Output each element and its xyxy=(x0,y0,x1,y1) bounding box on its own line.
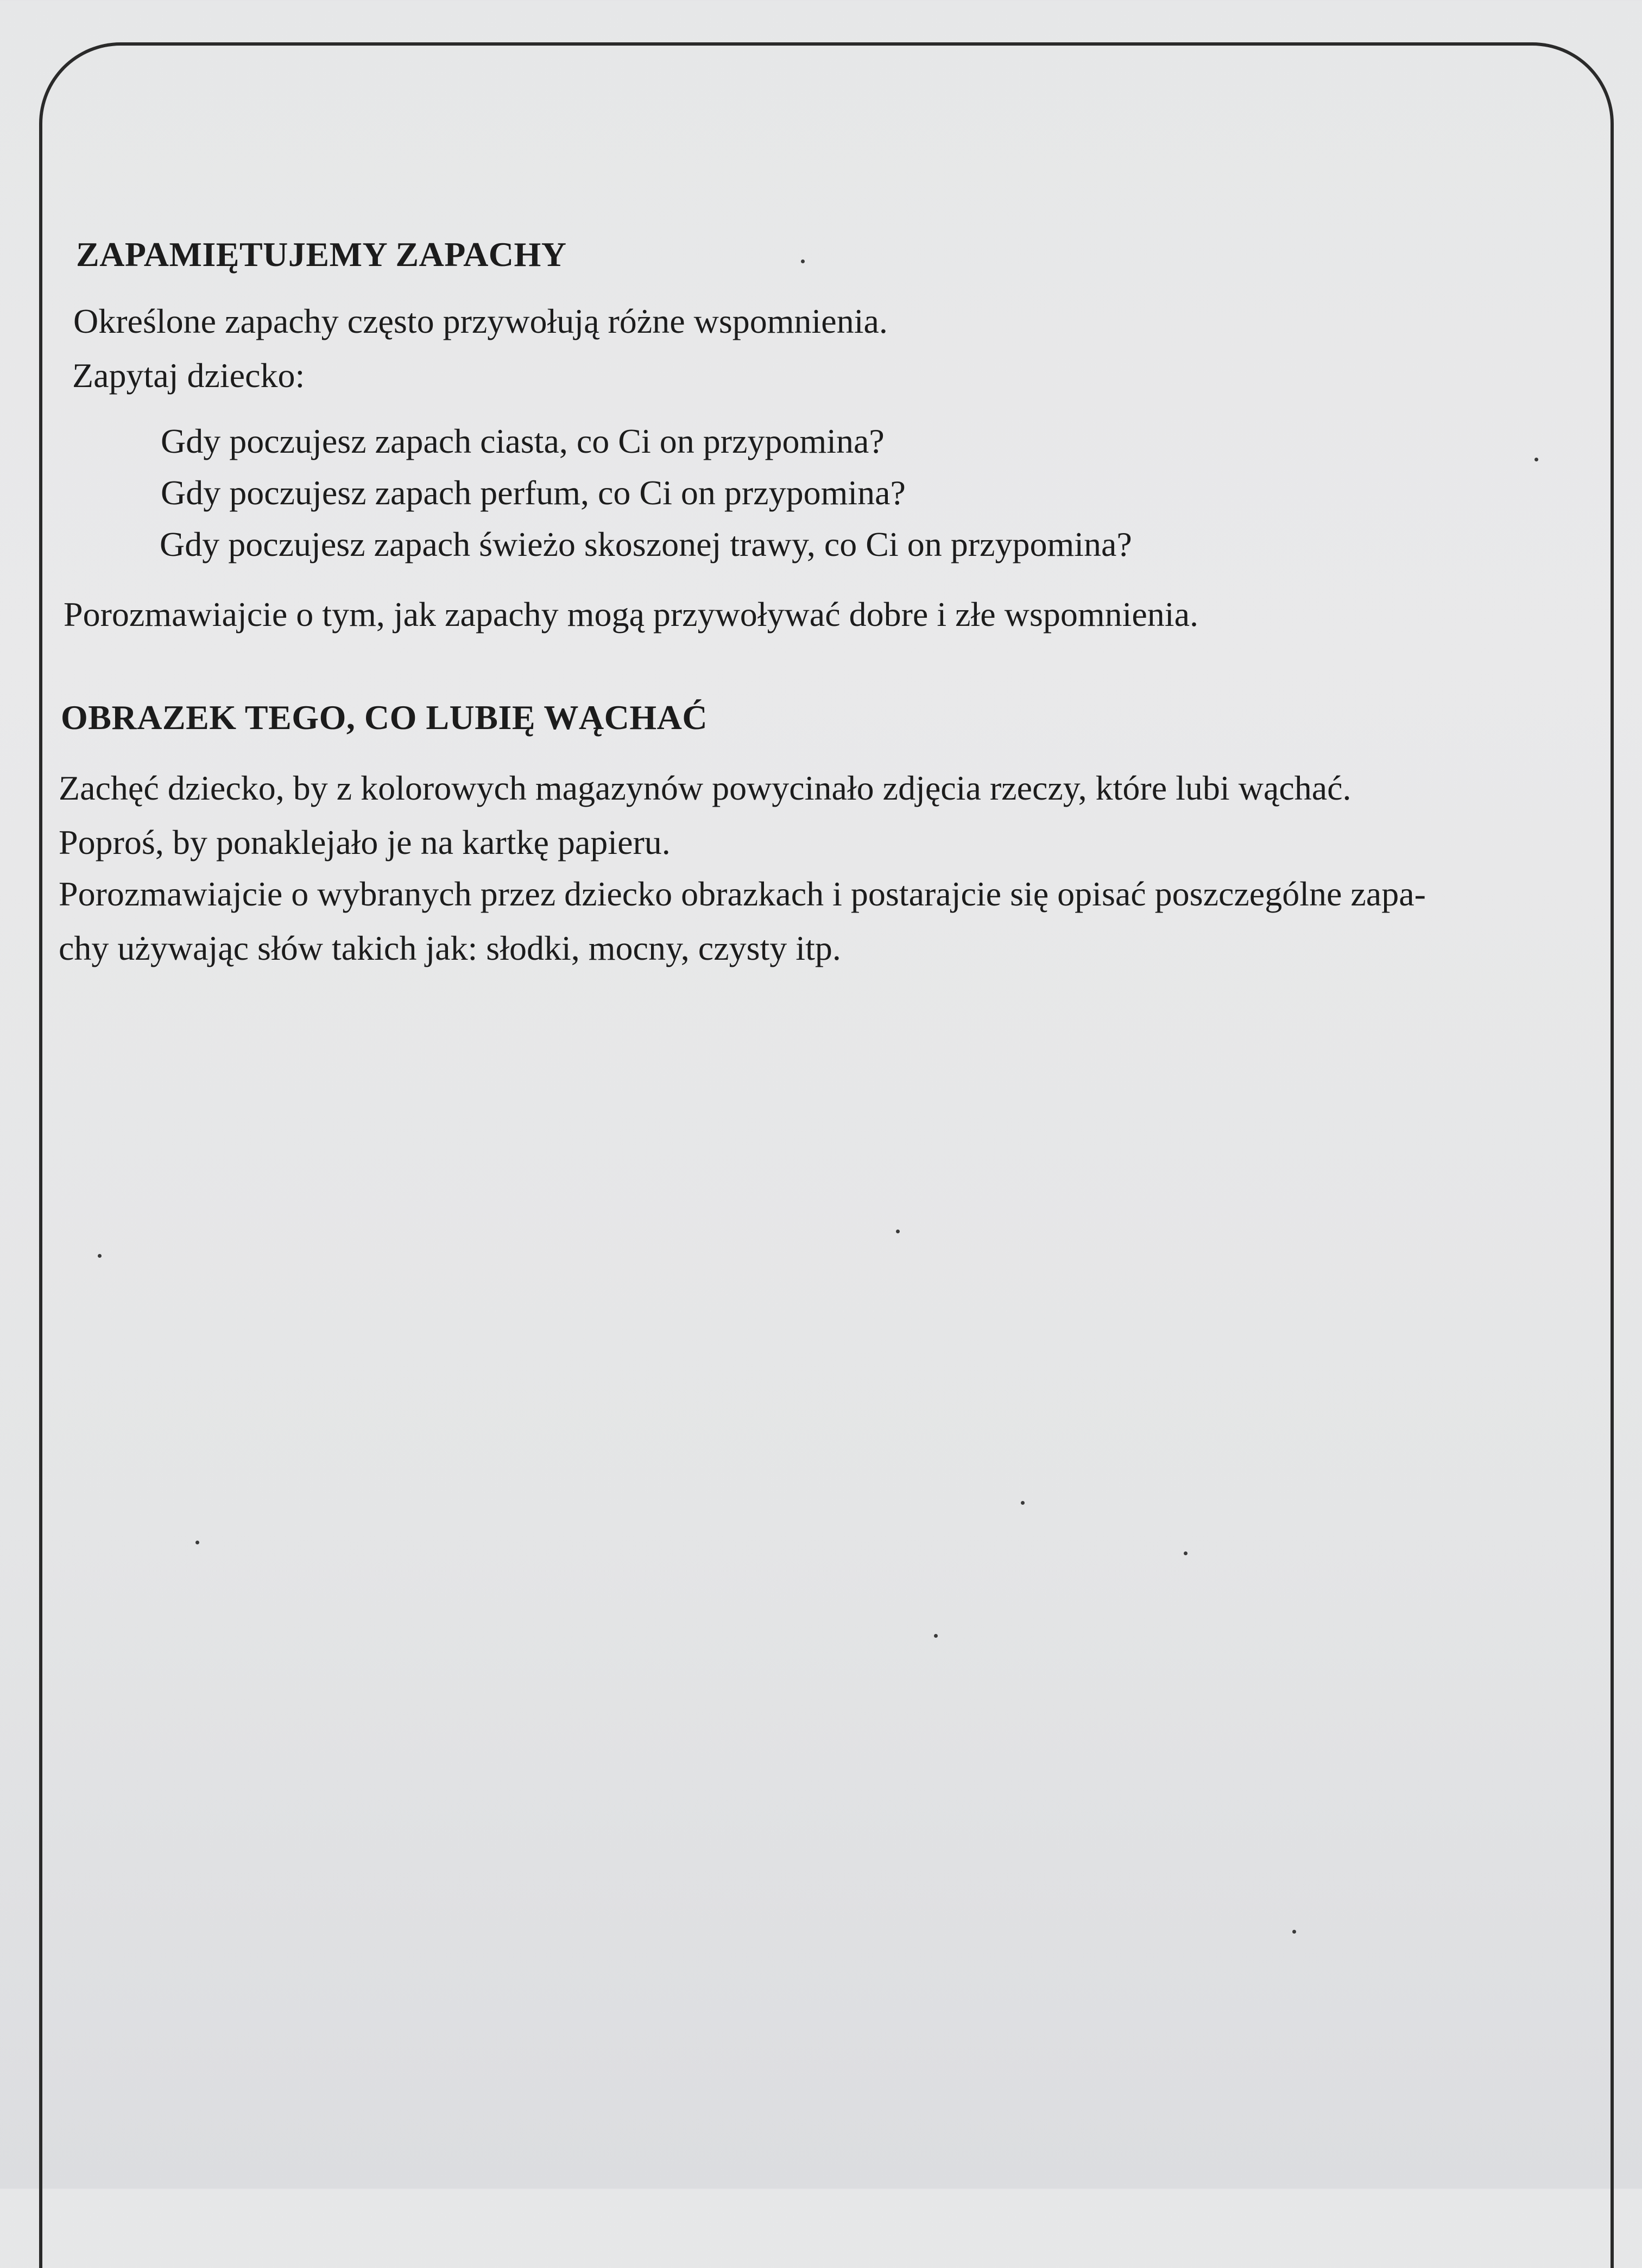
question-item: Gdy poczujesz zapach ciasta, co Ci on przypomina? xyxy=(161,422,885,460)
section2-line: Zachęć dziecko, by z kolorowych magazynów powycinało zdjęcia rzeczy, które lubi wąchać. xyxy=(59,769,1352,807)
section2-line: Poproś, by ponaklejało je na kartkę papieru. xyxy=(59,823,671,861)
paper-speck xyxy=(195,1541,199,1544)
paper-speck xyxy=(1534,458,1538,461)
question-item: Gdy poczujesz zapach świeżo skoszonej trawy, co Ci on przypomina? xyxy=(160,525,1132,563)
paper-speck xyxy=(934,1634,938,1638)
paper-speck xyxy=(1292,1930,1296,1934)
section1-prompt: Zapytaj dziecko: xyxy=(72,356,305,395)
question-item: Gdy poczujesz zapach perfum, co Ci on przypomina? xyxy=(161,473,906,512)
section2-line: chy używając słów takich jak: słodki, mocny, czysty itp. xyxy=(59,929,841,967)
section1-closing: Porozmawiajcie o tym, jak zapachy mogą przywoływać dobre i złe wspomnienia. xyxy=(64,595,1198,633)
paper-speck xyxy=(1021,1501,1025,1505)
paper-speck xyxy=(801,259,805,263)
paper-speck xyxy=(896,1230,900,1233)
section1-title: ZAPAMIĘTUJEMY ZAPACHY xyxy=(76,235,567,274)
paper-speck xyxy=(1184,1551,1188,1555)
section2-title: OBRAZEK TEGO, CO LUBIĘ WĄCHAĆ xyxy=(61,698,708,737)
section2-line: Porozmawiajcie o wybranych przez dziecko obrazkach i postarajcie się opisać poszczególne zapa- xyxy=(59,875,1426,913)
section1-intro: Określone zapachy często przywołują różne wspomnienia. xyxy=(73,302,888,340)
paper-speck xyxy=(98,1254,102,1258)
